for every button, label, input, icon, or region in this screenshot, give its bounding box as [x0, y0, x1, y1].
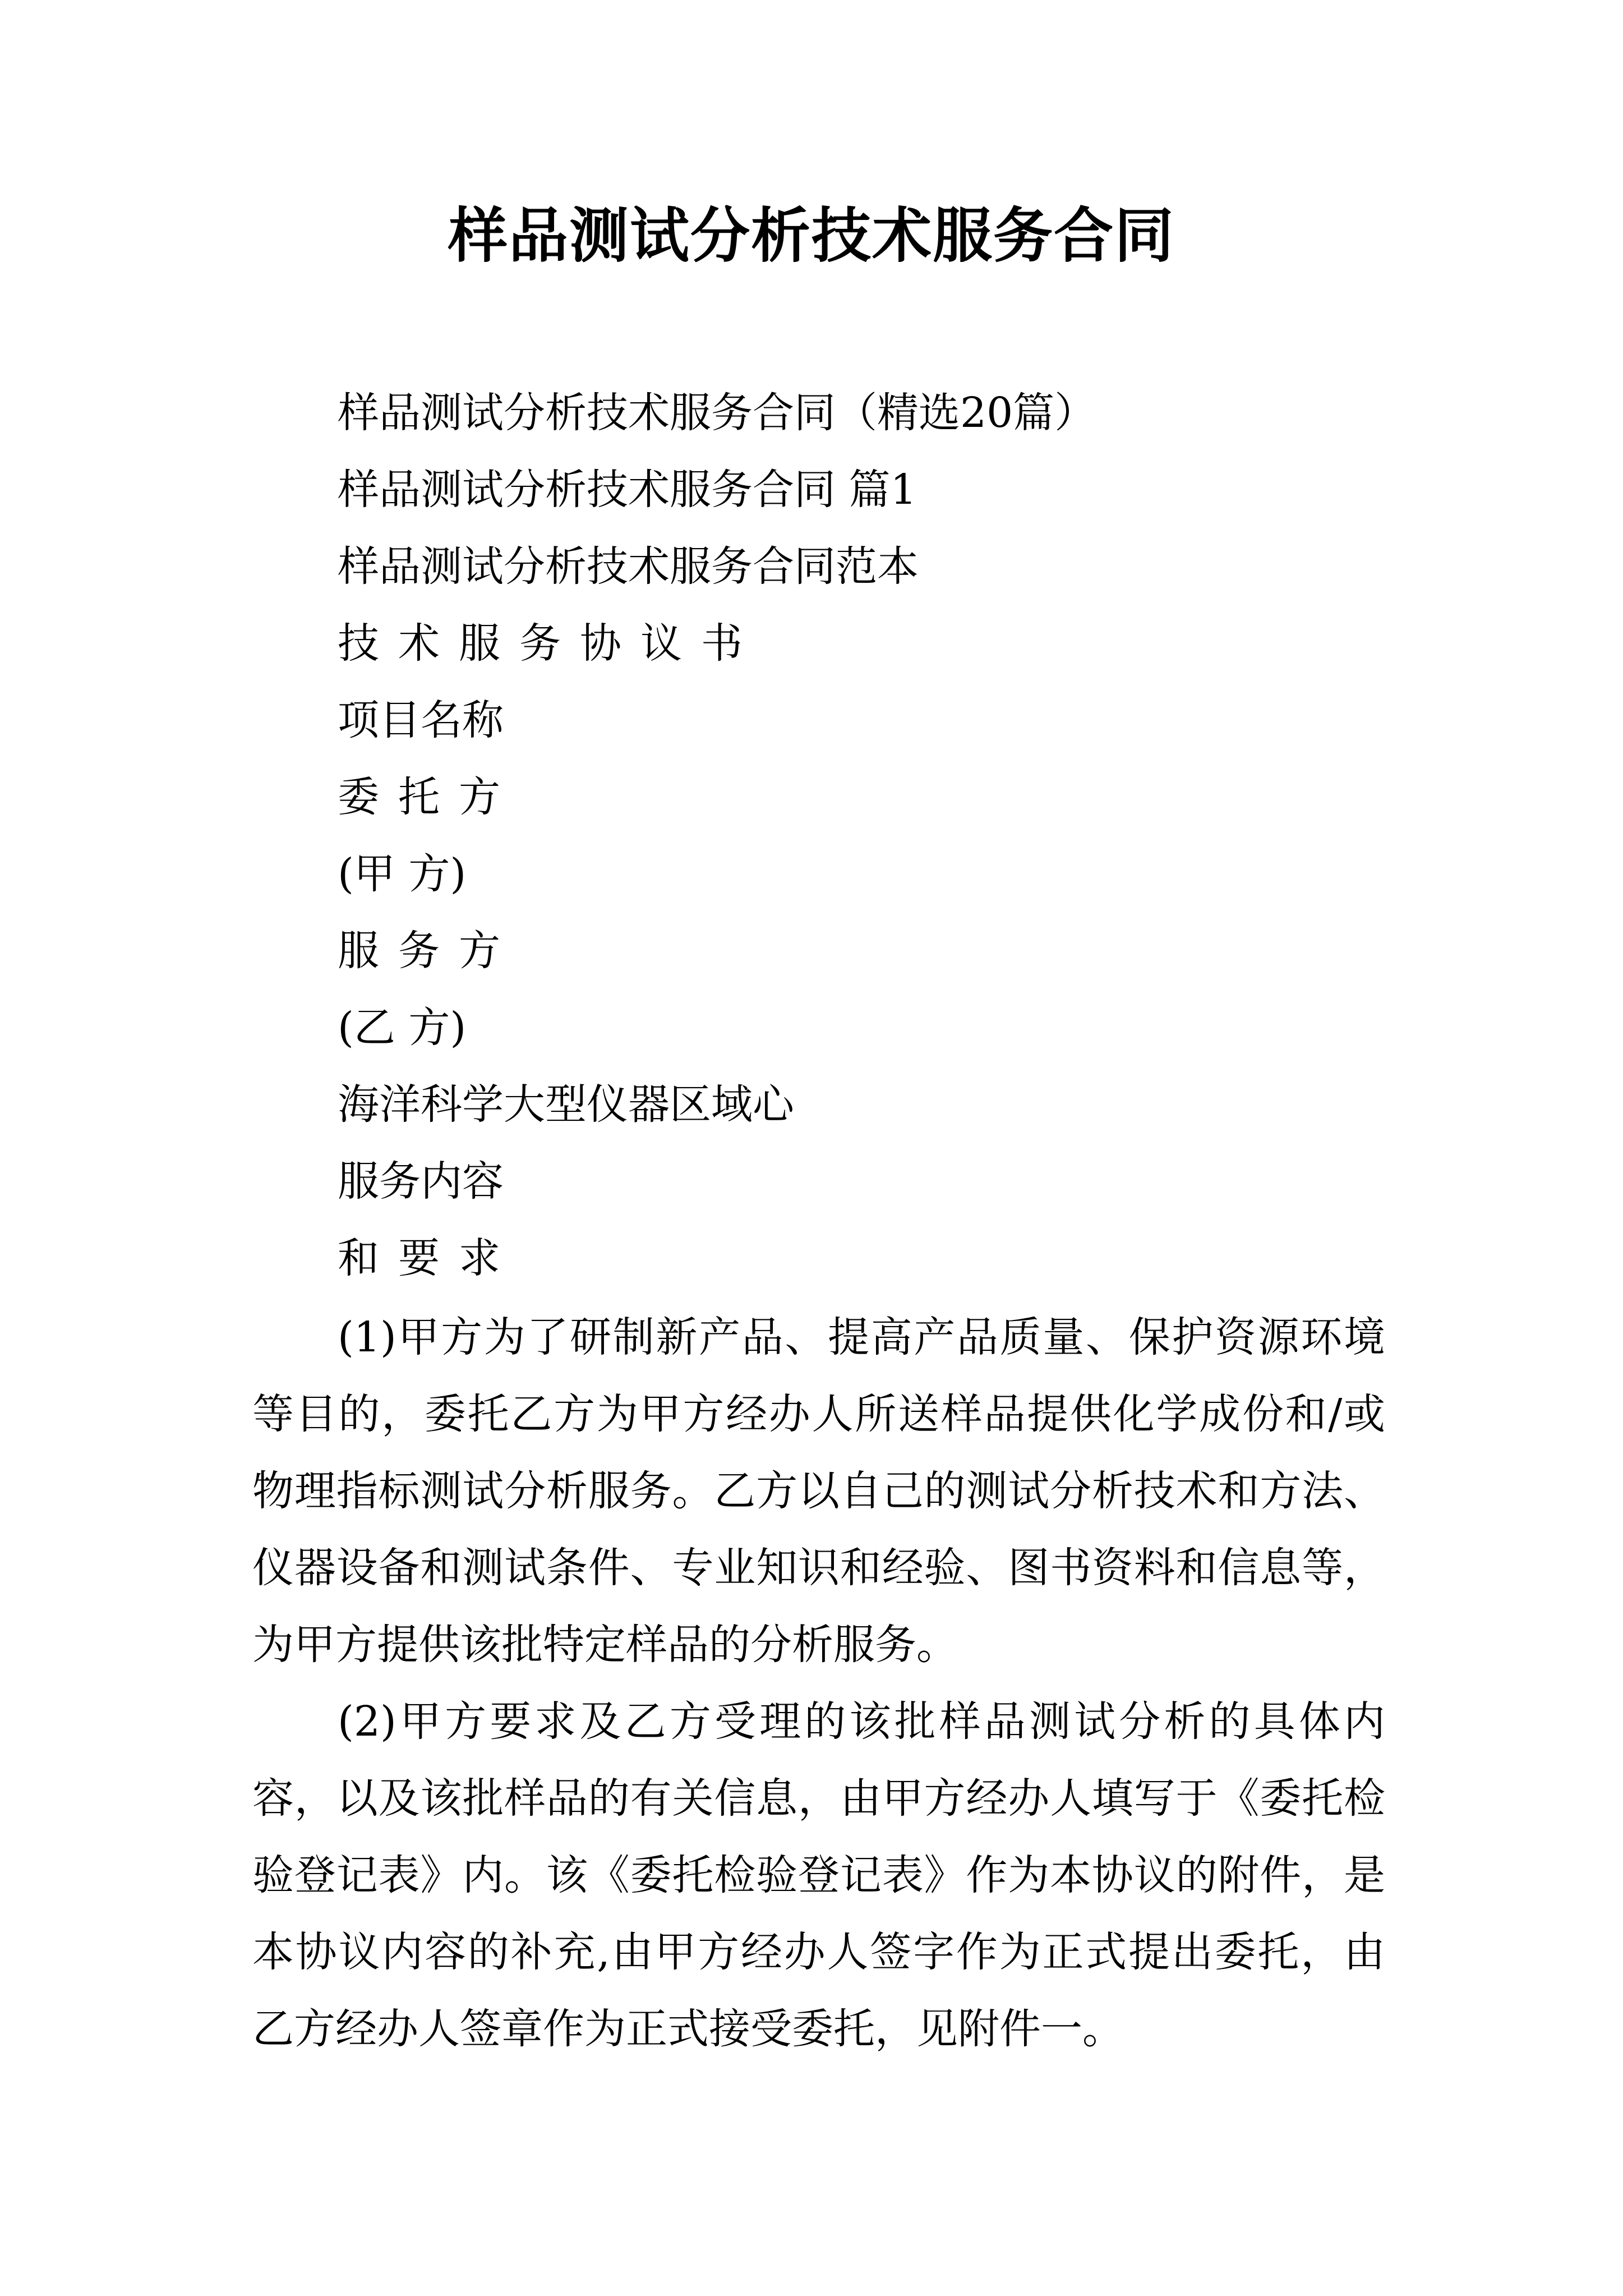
header-lines	[338, 375, 1403, 1297]
clause-1-paragraph: (1)甲方为了研制新产品、提高产品质量、保护资源环境等目的，委托乙方为甲方经办人所送样品提供化学成份和/或物理指标测试分析服务。乙方以自己的测试分析技术和方法、仪器设备和测试条件、专业知识和经验、图书资料和信息等，为甲方提供该批特定样品的分析服务。	[252, 1313, 1385, 1669]
collection-title: 样品测试分析技术服务合同（精选20篇）	[338, 389, 1096, 437]
party-a-label: (甲 方)	[338, 850, 467, 898]
agreement-heading: 技术服务协议书	[338, 619, 762, 668]
clause-2-paragraph: (2)甲方要求及乙方受理的该批样品测试分析的具体内容，以及该批样品的有关信息，由甲方经办人填写于《委托检验登记表》内。该《委托检验登记表》作为本协议的附件，是本协议内容的补充,由甲方经办人签字作为正式提出委托，由乙方经办人签章作为正式接受委托，见附件一。	[252, 1697, 1385, 2053]
client-label: 委托方	[338, 773, 519, 821]
service-content-label: 服务内容	[338, 1157, 504, 1205]
party-b-label: (乙 方)	[338, 1004, 467, 1052]
document-title: 样品测试分析技术服务合同	[448, 200, 1175, 270]
provider-name: 海洋科学大型仪器区域心	[338, 1080, 794, 1129]
provider-label: 服务方	[338, 927, 519, 975]
requirements-label: 和要求	[338, 1234, 519, 1282]
article-heading: 样品测试分析技术服务合同 篇1	[338, 466, 917, 514]
template-heading: 样品测试分析技术服务合同范本	[338, 542, 919, 591]
project-name-label: 项目名称	[338, 696, 504, 744]
